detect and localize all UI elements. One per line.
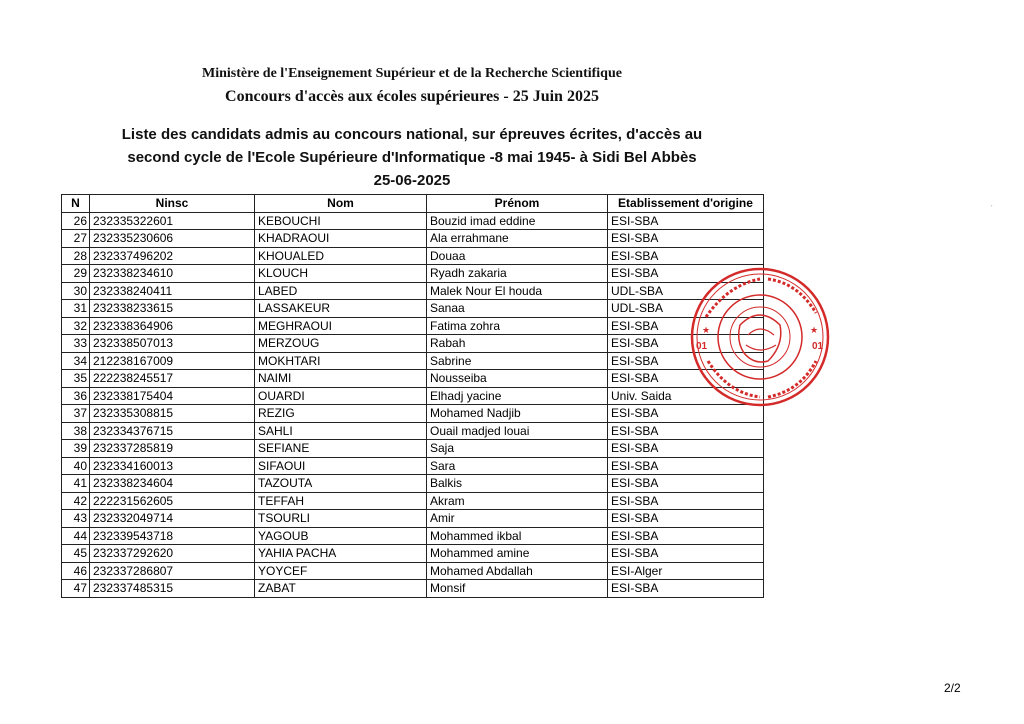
cell-etab: ESI-SBA: [608, 352, 764, 370]
cell-ninsc: 232335322601: [90, 212, 255, 230]
cell-nom: KHADRAOUI: [255, 230, 427, 248]
concours-title: Concours d'accès aux écoles supérieures - 25 Juin 2025: [225, 88, 599, 105]
cell-etab: ESI-SBA: [608, 475, 764, 493]
table-row: [62, 352, 764, 370]
cell-etab: ESI-SBA: [608, 230, 764, 248]
cell-n: 36: [62, 387, 90, 405]
cell-nom: KLOUCH: [255, 265, 427, 283]
cell-etab: ESI-SBA: [608, 422, 764, 440]
cell-prenom: Elhadj yacine: [427, 387, 608, 405]
cell-n: 28: [62, 247, 90, 265]
cell-nom: SAHLI: [255, 422, 427, 440]
cell-etab: ESI-SBA: [608, 265, 764, 283]
cell-prenom: Mohamed Nadjib: [427, 405, 608, 423]
cell-prenom: Douaa: [427, 247, 608, 265]
table-row: [62, 475, 764, 493]
table-row: [62, 212, 764, 230]
table-row: [62, 282, 764, 300]
cell-ninsc: 232338175404: [90, 387, 255, 405]
cell-nom: KHOUALED: [255, 247, 427, 265]
cell-nom: SEFIANE: [255, 440, 427, 458]
header-prenom: Prénom: [427, 195, 608, 213]
table-row: [62, 580, 764, 598]
table-row: [62, 230, 764, 248]
cell-prenom: Ryadh zakaria: [427, 265, 608, 283]
table-row: [62, 545, 764, 563]
table-body: [62, 212, 764, 597]
cell-n: 39: [62, 440, 90, 458]
cell-prenom: Akram: [427, 492, 608, 510]
cell-ninsc: 222231562605: [90, 492, 255, 510]
cell-prenom: Saja: [427, 440, 608, 458]
cell-etab: ESI-SBA: [608, 510, 764, 528]
cell-etab: ESI-SBA: [608, 335, 764, 353]
stamp-code-right: 01: [812, 341, 824, 352]
cell-n: 34: [62, 352, 90, 370]
cell-n: 33: [62, 335, 90, 353]
cell-ninsc: 232337485315: [90, 580, 255, 598]
cell-n: 45: [62, 545, 90, 563]
table-row: [62, 422, 764, 440]
cell-n: 35: [62, 370, 90, 388]
cell-n: 32: [62, 317, 90, 335]
scan-mark: ˊ: [990, 204, 993, 214]
cell-ninsc: 232332049714: [90, 510, 255, 528]
table-row: [62, 387, 764, 405]
cell-prenom: Mohammed amine: [427, 545, 608, 563]
cell-nom: YAGOUB: [255, 527, 427, 545]
cell-n: 27: [62, 230, 90, 248]
ministry-title: Ministère de l'Enseignement Supérieur et de la Recherche Scientifique: [202, 66, 622, 81]
cell-ninsc: 212238167009: [90, 352, 255, 370]
cell-prenom: Nousseiba: [427, 370, 608, 388]
page-number: 2/2: [944, 681, 961, 695]
cell-prenom: Amir: [427, 510, 608, 528]
cell-nom: KEBOUCHI: [255, 212, 427, 230]
list-date: 25-06-2025: [373, 172, 451, 189]
cell-nom: MOKHTARI: [255, 352, 427, 370]
table-row: [62, 300, 764, 318]
cell-etab: UDL-SBA: [608, 300, 764, 318]
cell-n: 42: [62, 492, 90, 510]
table-row: [62, 265, 764, 283]
cell-nom: TEFFAH: [255, 492, 427, 510]
cell-n: 40: [62, 457, 90, 475]
cell-nom: MEGHRAOUI: [255, 317, 427, 335]
cell-prenom: Ala errahmane: [427, 230, 608, 248]
table-row: [62, 370, 764, 388]
table-header-row: [62, 195, 764, 213]
cell-nom: LASSAKEUR: [255, 300, 427, 318]
cell-etab: ESI-SBA: [608, 545, 764, 563]
cell-nom: SIFAOUI: [255, 457, 427, 475]
cell-ninsc: 232335308815: [90, 405, 255, 423]
cell-nom: OUARDI: [255, 387, 427, 405]
cell-nom: ZABAT: [255, 580, 427, 598]
cell-ninsc: 222238245517: [90, 370, 255, 388]
cell-n: 41: [62, 475, 90, 493]
cell-prenom: Balkis: [427, 475, 608, 493]
cell-ninsc: 232334376715: [90, 422, 255, 440]
cell-n: 30: [62, 282, 90, 300]
cell-ninsc: 232338507013: [90, 335, 255, 353]
official-seal-stamp: [688, 265, 832, 409]
header-nom: Nom: [255, 195, 427, 213]
cell-etab: ESI-SBA: [608, 317, 764, 335]
cell-etab: ESI-SBA: [608, 247, 764, 265]
table-row: [62, 247, 764, 265]
cell-prenom: Ouail madjed louai: [427, 422, 608, 440]
header-etablissement: Etablissement d'origine: [608, 195, 764, 213]
table-row: [62, 440, 764, 458]
cell-n: 46: [62, 562, 90, 580]
cell-prenom: Monsif: [427, 580, 608, 598]
header-ninsc: Ninsc: [90, 195, 255, 213]
cell-ninsc: 232334160013: [90, 457, 255, 475]
cell-etab: UDL-SBA: [608, 282, 764, 300]
cell-n: 47: [62, 580, 90, 598]
cell-prenom: Mohamed Abdallah: [427, 562, 608, 580]
cell-ninsc: 232335230606: [90, 230, 255, 248]
stamp-star-right: ★: [810, 325, 819, 335]
cell-n: 26: [62, 212, 90, 230]
cell-ninsc: 232339543718: [90, 527, 255, 545]
cell-etab: ESI-SBA: [608, 405, 764, 423]
cell-prenom: Mohammed ikbal: [427, 527, 608, 545]
cell-etab: ESI-Alger: [608, 562, 764, 580]
cell-etab: ESI-SBA: [608, 212, 764, 230]
cell-n: 31: [62, 300, 90, 318]
cell-prenom: Rabah: [427, 335, 608, 353]
cell-nom: TAZOUTA: [255, 475, 427, 493]
cell-prenom: Sanaa: [427, 300, 608, 318]
cell-ninsc: 232338234604: [90, 475, 255, 493]
cell-etab: ESI-SBA: [608, 580, 764, 598]
table-row: [62, 562, 764, 580]
cell-nom: MERZOUG: [255, 335, 427, 353]
cell-n: 43: [62, 510, 90, 528]
cell-nom: NAIMI: [255, 370, 427, 388]
cell-ninsc: 232337292620: [90, 545, 255, 563]
candidates-table: [61, 194, 764, 598]
cell-ninsc: 232337496202: [90, 247, 255, 265]
cell-ninsc: 232337286807: [90, 562, 255, 580]
header-n: N: [62, 195, 90, 213]
cell-prenom: Sara: [427, 457, 608, 475]
cell-n: 44: [62, 527, 90, 545]
table-row: [62, 527, 764, 545]
cell-ninsc: 232338240411: [90, 282, 255, 300]
stamp-code-left: 01: [696, 341, 708, 352]
stamp-star-left: ★: [702, 325, 711, 335]
table-row: [62, 457, 764, 475]
cell-etab: ESI-SBA: [608, 492, 764, 510]
cell-etab: ESI-SBA: [608, 440, 764, 458]
cell-etab: ESI-SBA: [608, 527, 764, 545]
cell-nom: YAHIA PACHA: [255, 545, 427, 563]
cell-etab: Univ. Saida: [608, 387, 764, 405]
cell-nom: LABED: [255, 282, 427, 300]
list-title-line2: second cycle de l'Ecole Supérieure d'Informatique -8 mai 1945- à Sidi Bel Abbès: [127, 149, 697, 166]
cell-ninsc: 232338364906: [90, 317, 255, 335]
table-row: [62, 405, 764, 423]
cell-nom: TSOURLI: [255, 510, 427, 528]
cell-nom: REZIG: [255, 405, 427, 423]
cell-ninsc: 232338233615: [90, 300, 255, 318]
cell-etab: ESI-SBA: [608, 370, 764, 388]
cell-n: 38: [62, 422, 90, 440]
cell-prenom: Sabrine: [427, 352, 608, 370]
cell-n: 37: [62, 405, 90, 423]
table-row: [62, 335, 764, 353]
table-row: [62, 317, 764, 335]
cell-prenom: Fatima zohra: [427, 317, 608, 335]
table-row: [62, 492, 764, 510]
cell-ninsc: 232337285819: [90, 440, 255, 458]
cell-nom: YOYCEF: [255, 562, 427, 580]
cell-prenom: Bouzid imad eddine: [427, 212, 608, 230]
list-title-line1: Liste des candidats admis au concours national, sur épreuves écrites, d'accès au: [121, 126, 703, 143]
cell-n: 29: [62, 265, 90, 283]
cell-prenom: Malek Nour El houda: [427, 282, 608, 300]
table-row: [62, 510, 764, 528]
cell-ninsc: 232338234610: [90, 265, 255, 283]
cell-etab: ESI-SBA: [608, 457, 764, 475]
